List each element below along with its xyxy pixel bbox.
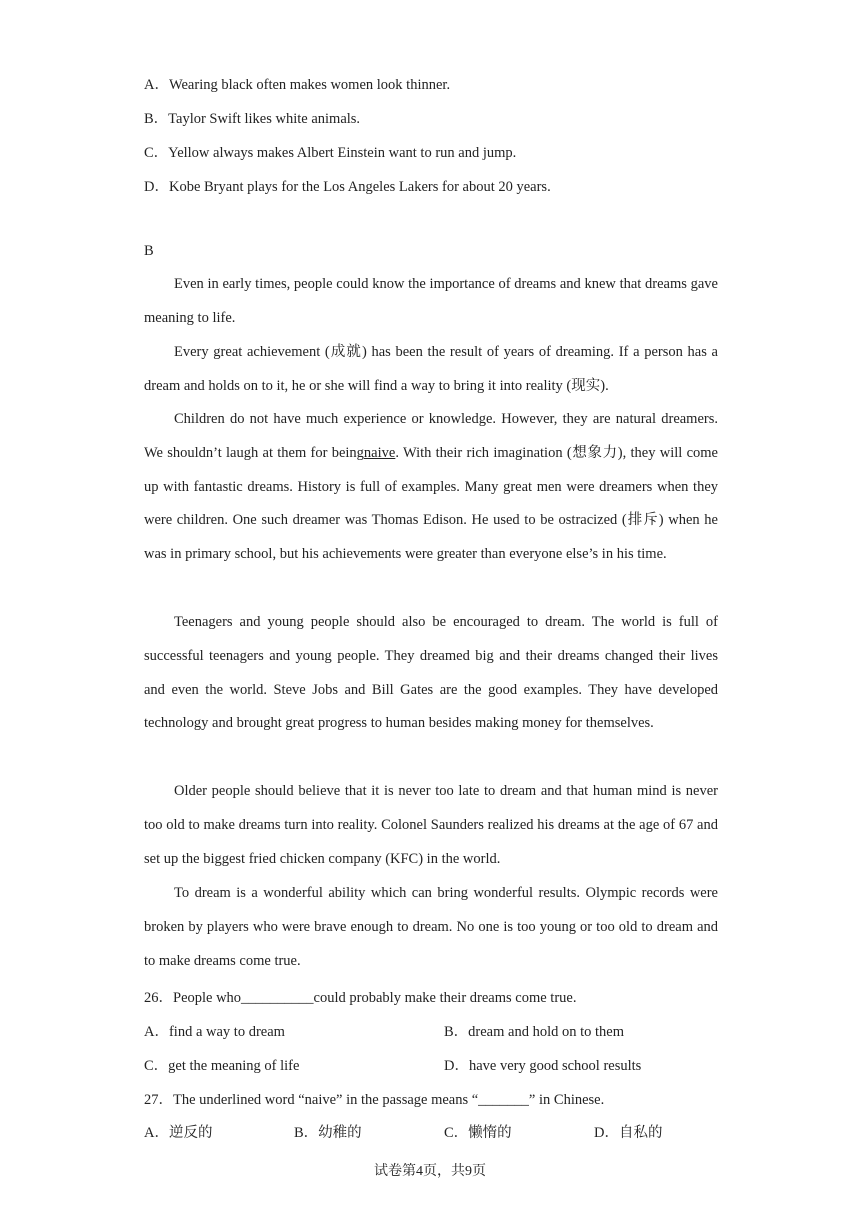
section-label: B xyxy=(144,243,154,259)
underlined-word: naive xyxy=(363,444,396,461)
q27-option-d: D．自私的 xyxy=(594,1125,663,1141)
paragraph-3 xyxy=(144,403,718,572)
q27-option-c: C．懒惰的 xyxy=(444,1125,512,1141)
page-footer: 试卷第4页，共9页 xyxy=(374,1164,486,1179)
paragraph-5: Older people should believe that it is never too late to dream and that human mind is never too old to make dreams turn into reality. Colonel Saunders realized his dreams at the age of 67 and set up the biggest fried chicken company (KFC) in the world. xyxy=(144,783,718,867)
q26-option-c: C．get the meaning of life xyxy=(144,1058,300,1074)
option-b: B．Taylor Swift likes white animals. xyxy=(144,111,361,127)
paragraph-3-end: . With their rich imagination (想象力), they will come up with fantastic dreams. History is full of examples. Many great men were dreamers when they were children. One such dreamer was Thomas Edison. He used to be ostracized (排斥) when he was in primary school, but his achievements were greater than everyone else’s in his time. xyxy=(144,444,718,563)
paragraph-4: Teenagers and young people should also be encouraged to dream. The world is full of successful teenagers and young people. They dreamed big and their dreams changed their lives and even the world. Steve Jobs and Bill Gates are the good examples. They have developed technology and brought great progress to human besides making money for themselves. xyxy=(144,614,718,732)
paragraph-1: Even in early times, people could know the importance of dreams and knew that dreams gave meaning to life. xyxy=(144,276,718,326)
q27-option-b: B．幼稚的 xyxy=(294,1125,362,1141)
q26-option-d: D．have very good school results xyxy=(444,1058,642,1074)
q26-option-a: A．find a way to dream xyxy=(144,1024,285,1040)
q27-option-a: A．逆反的 xyxy=(144,1125,213,1141)
question-27-stem: 27．The underlined word “naive” in the passage means “_______” in Chinese. xyxy=(144,1092,605,1108)
option-a: A．Wearing black often makes women look thinner. xyxy=(144,77,451,93)
option-d: D．Kobe Bryant plays for the Los Angeles Lakers for about 20 years. xyxy=(144,179,551,195)
paragraph-6: To dream is a wonderful ability which can bring wonderful results. Olympic records were broken by players who were brave enough to dream. No one is too young or too old to dream and to make dreams come true. xyxy=(144,885,718,969)
q26-option-b: B．dream and hold on to them xyxy=(444,1024,625,1040)
question-26-stem: 26．People who__________could probably make their dreams come true. xyxy=(144,990,577,1006)
paragraph-2: Every great achievement (成就) has been the result of years of dreaming. If a person has a dream and holds on to it, he or she will find a way to bring it into reality (现实). xyxy=(144,344,718,394)
option-c: C．Yellow always makes Albert Einstein want to run and jump. xyxy=(144,145,517,161)
paragraph-3-start: Children do not have much experience or knowledge. However, they are natural dreamers. We shouldn’t laugh at them for being xyxy=(144,411,718,461)
